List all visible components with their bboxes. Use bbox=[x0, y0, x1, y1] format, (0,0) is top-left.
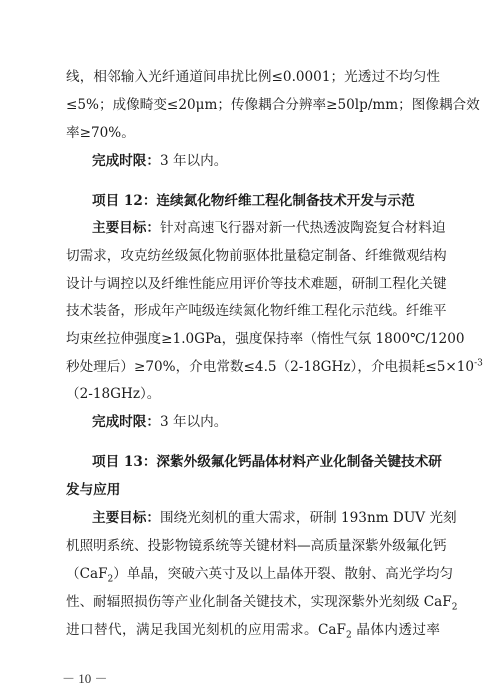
subscript: 2 bbox=[345, 630, 352, 641]
deadline-line bbox=[92, 413, 440, 431]
project-13-title-cont: 发与应用 bbox=[66, 482, 121, 498]
subscript: 2 bbox=[107, 574, 114, 585]
body-text: 进口替代，满足我国光刻机的应用需求。CaF bbox=[66, 622, 346, 638]
superscript: -3 bbox=[474, 358, 483, 369]
body-text-line: 切需求，攻克纺丝级氮化物前驱体批量稳定制备、纤维微观结构 bbox=[66, 248, 447, 264]
body-text-line: 设计与调控以及纤维性能应用评价等技术难题，研制工程化关键 bbox=[66, 276, 447, 292]
deadline-label: 完成时限： bbox=[92, 414, 160, 430]
deadline-label: 完成时限： bbox=[92, 153, 160, 169]
body-text: 围绕光刻机的重大需求，研制 193nm DUV 光刻 bbox=[159, 510, 457, 526]
body-text: ）单晶，突破六英寸及以上晶体开裂、散射、高光学均匀 bbox=[113, 566, 454, 582]
body-text: 针对高速飞行器对新一代热透波陶瓷复合材料迫 bbox=[159, 220, 446, 236]
goal-line bbox=[92, 509, 457, 527]
goal-line bbox=[92, 219, 446, 237]
subscript: 2 bbox=[451, 602, 458, 613]
project-12-title: 项目 12：连续氮化物纤维工程化制备技术开发与示范 bbox=[92, 193, 415, 209]
body-text-line: （2-18GHz）。 bbox=[66, 386, 161, 402]
body-text-line bbox=[66, 358, 483, 376]
body-text-line: 率≥70%。 bbox=[66, 125, 135, 141]
body-text: 性、耐辐照损伤等产业化制备关键技术，实现深紫外光刻级 CaF bbox=[66, 594, 452, 610]
deadline-line bbox=[92, 152, 440, 170]
body-text-line: ≤5%；成像畸变≤20μm；传像耦合分辨率≥50lp/mm；图像耦合效 bbox=[66, 97, 480, 113]
goal-label: 主要目标： bbox=[92, 510, 160, 526]
body-text: 秒处理后）≥70%，介电常数≤4.5（2-18GHz），介电损耗≤5×10 bbox=[66, 359, 475, 375]
goal-label: 主要目标： bbox=[92, 220, 160, 236]
body-text-line: 线，相邻输入光纤通道间串扰比例≤0.0001；光透过不均匀性 bbox=[66, 69, 440, 85]
body-text: （CaF bbox=[66, 566, 108, 582]
deadline-value: 3 年以内。 bbox=[159, 414, 228, 430]
body-text: 晶体内透过率 bbox=[351, 622, 440, 638]
body-text-line: 技术装备，形成年产吨级连续氮化物纤维工程化示范线。纤维平 bbox=[66, 303, 447, 319]
page-number: － 10 － bbox=[62, 671, 108, 686]
body-text-line bbox=[66, 593, 458, 613]
body-text-line bbox=[66, 565, 454, 585]
body-text-line: 均束丝拉伸强度≥1.0GPa，强度保持率（惰性气氛 1800℃/1200 bbox=[66, 331, 465, 347]
project-13-title: 项目 13：深紫外级氟化钙晶体材料产业化制备关键技术研 bbox=[92, 454, 442, 470]
body-text-line: 机照明系统、投影物镜系统等关键材料—高质量深紫外级氟化钙 bbox=[66, 538, 447, 554]
body-text-line bbox=[66, 621, 440, 639]
deadline-value: 3 年以内。 bbox=[159, 153, 228, 169]
